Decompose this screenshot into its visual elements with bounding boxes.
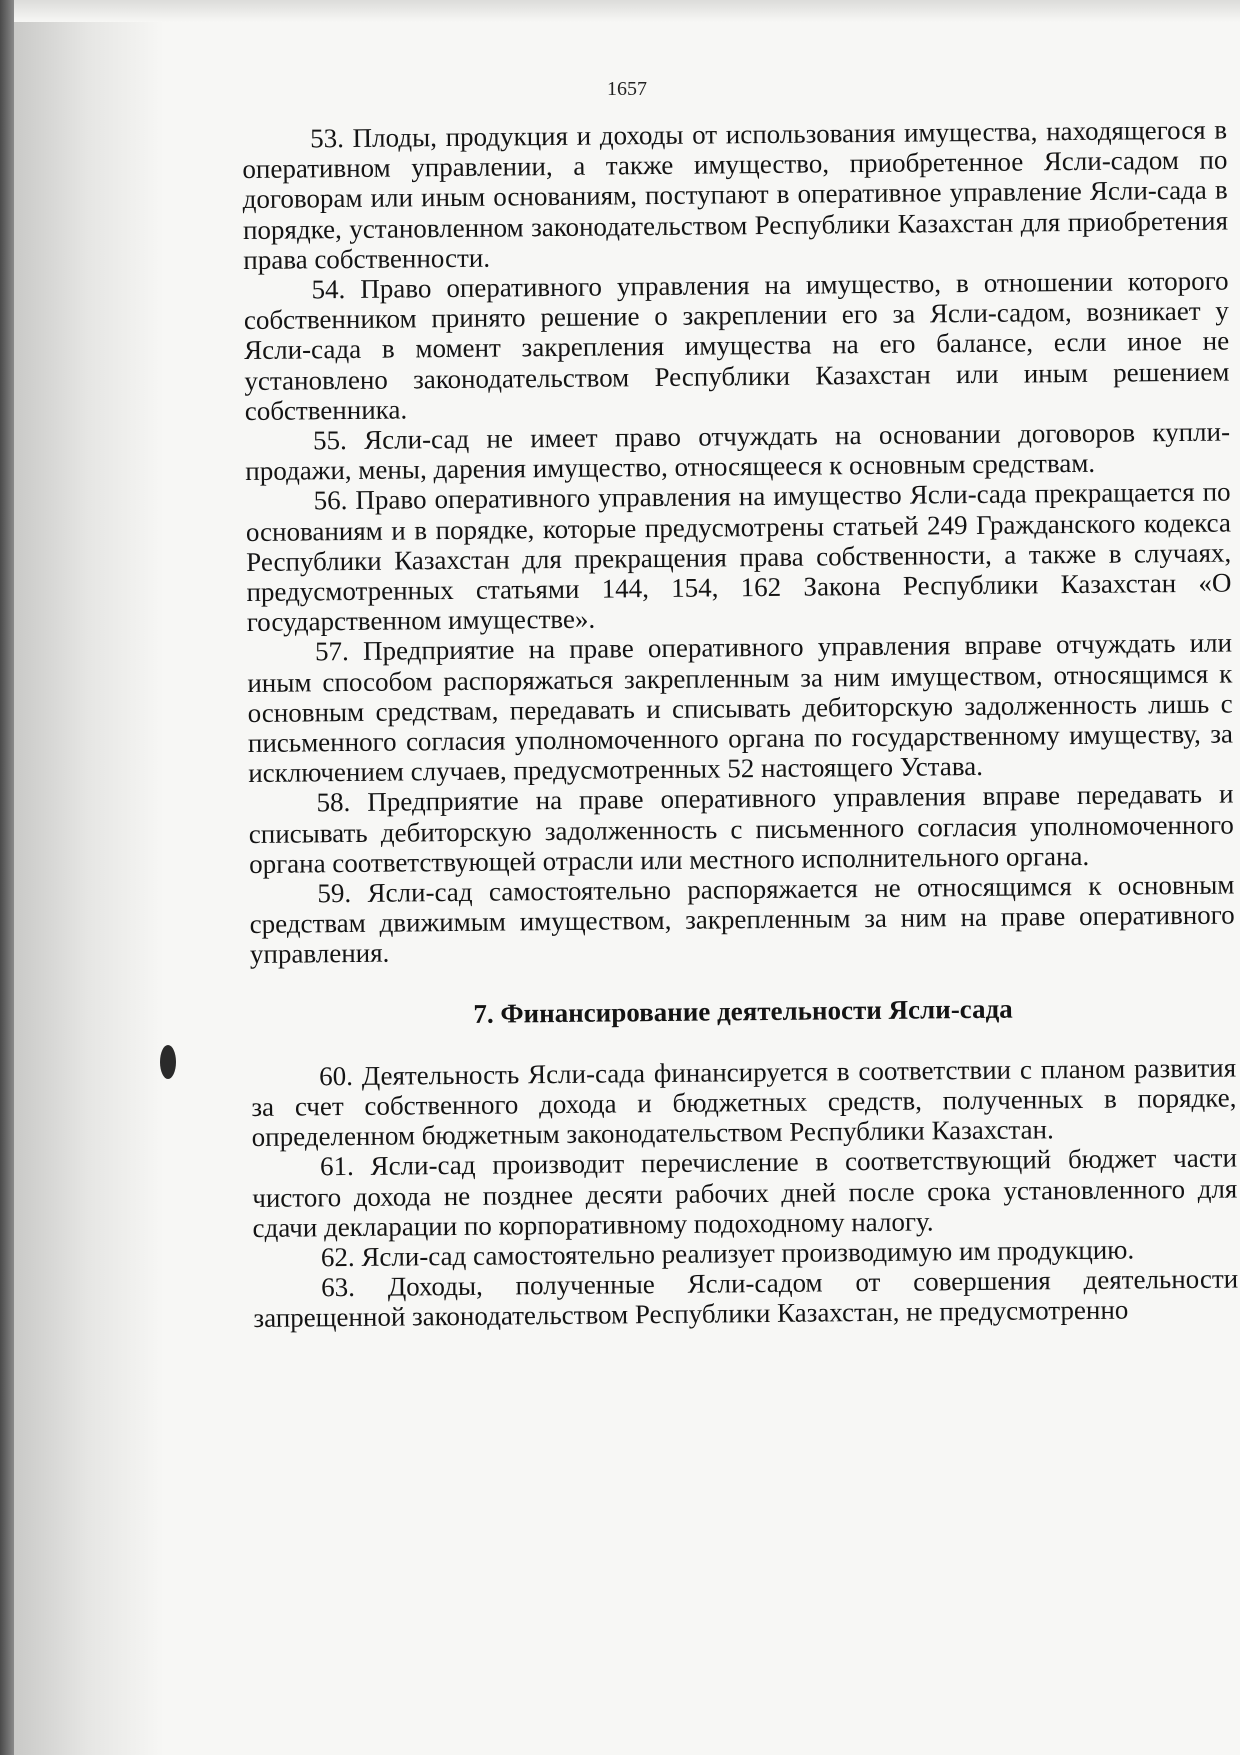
clause-62: 62. Ясли-сад самостоятельно реализует производимую им продукцию. [320, 1234, 1135, 1273]
clause-57: 57. Предприятие на праве оперативного управления вправе отчуждать или иным способом распоряжаться закрепленным за ним имуществом, относящимся к основным средствам, передавать и списывать дебиторскую задолженность лишь с письменного согласия уполномоченного органа по государственному имуществу, за исключением случаев, предусмотренных 52 настоящего Устава. [247, 627, 1234, 789]
section-title: 7. Финансирование деятельности Ясли-сада [473, 993, 1013, 1029]
clause-63: 63. Доходы, полученные Ясли-садом от совершения деятельности запрещенной законодательством Республики Казахстан, не предусмотренно [253, 1263, 1239, 1334]
clause-54: 54. Право оперативного управления на имущество, в отношении которого собственником принято решение о закреплении его за Ясли-садом, возникает у Ясли-сада в момент закрепления имущества на его балансе, если иное не установлено законодательством Республики Казахстан или иным решением собственника. [243, 265, 1230, 426]
document-page [14, 0, 1240, 1755]
clause-58: 58. Предприятие на праве оперативного управления вправе передавать и списывать дебиторскую задолженность с письменного согласия уполномоченного органа соответствующей отрасли или местного исполнительного органа. [248, 778, 1234, 879]
punch-hole [160, 1045, 176, 1079]
document-body [242, 115, 1239, 1334]
page-number: 1657 [607, 78, 647, 100]
binding-shadow [14, 0, 164, 1755]
clause-61: 61. Ясли-сад производит перечисление в соответствующий бюджет части чистого дохода не позднее десяти рабочих дней после срока установленного для сдачи декларации по корпоративному подоходному налогу. [252, 1142, 1238, 1243]
clause-55: 55. Ясли-сад не имеет право отчуждать на основании договоров купли-продажи, мены, дарения имущество, относящееся к основным средствам. [245, 416, 1231, 487]
scanner-edge [0, 0, 14, 1755]
clause-56: 56. Право оперативного управления на имущество Ясли-сада прекращается по основаниям и в порядке, которые предусмотрены статьей 249 Гражданского кодекса Республики Казахстан для прекращения права собственности, а также в случаях, предусмотренных статьями 144, 154, 162 Закона Республики Казахстан «О государственном имуществе». [245, 476, 1232, 638]
top-shadow [14, 0, 1240, 22]
clause-60: 60. Деятельность Ясли-сада финансируется в соответствии с планом развития за счет собственного дохода и бюджетных средств, полученных в порядке, определенном бюджетным законодательством Республики Казахстан. [251, 1052, 1237, 1153]
clause-59: 59. Ясли-сад самостоятельно распоряжается не относящимся к основным средствам движимым имуществом, закрепленным за ним на праве оперативного управления. [249, 869, 1235, 970]
clause-53: 53. Плоды, продукция и доходы от использования имущества, находящегося в оперативном управлении, а также имущество, приобретенное Ясли-садом по договорам или иным основаниям, поступают в оперативное управление Ясли-сада в порядке, установленном законодательством Республики Казахстан для приобретения права собственности. [242, 114, 1229, 275]
